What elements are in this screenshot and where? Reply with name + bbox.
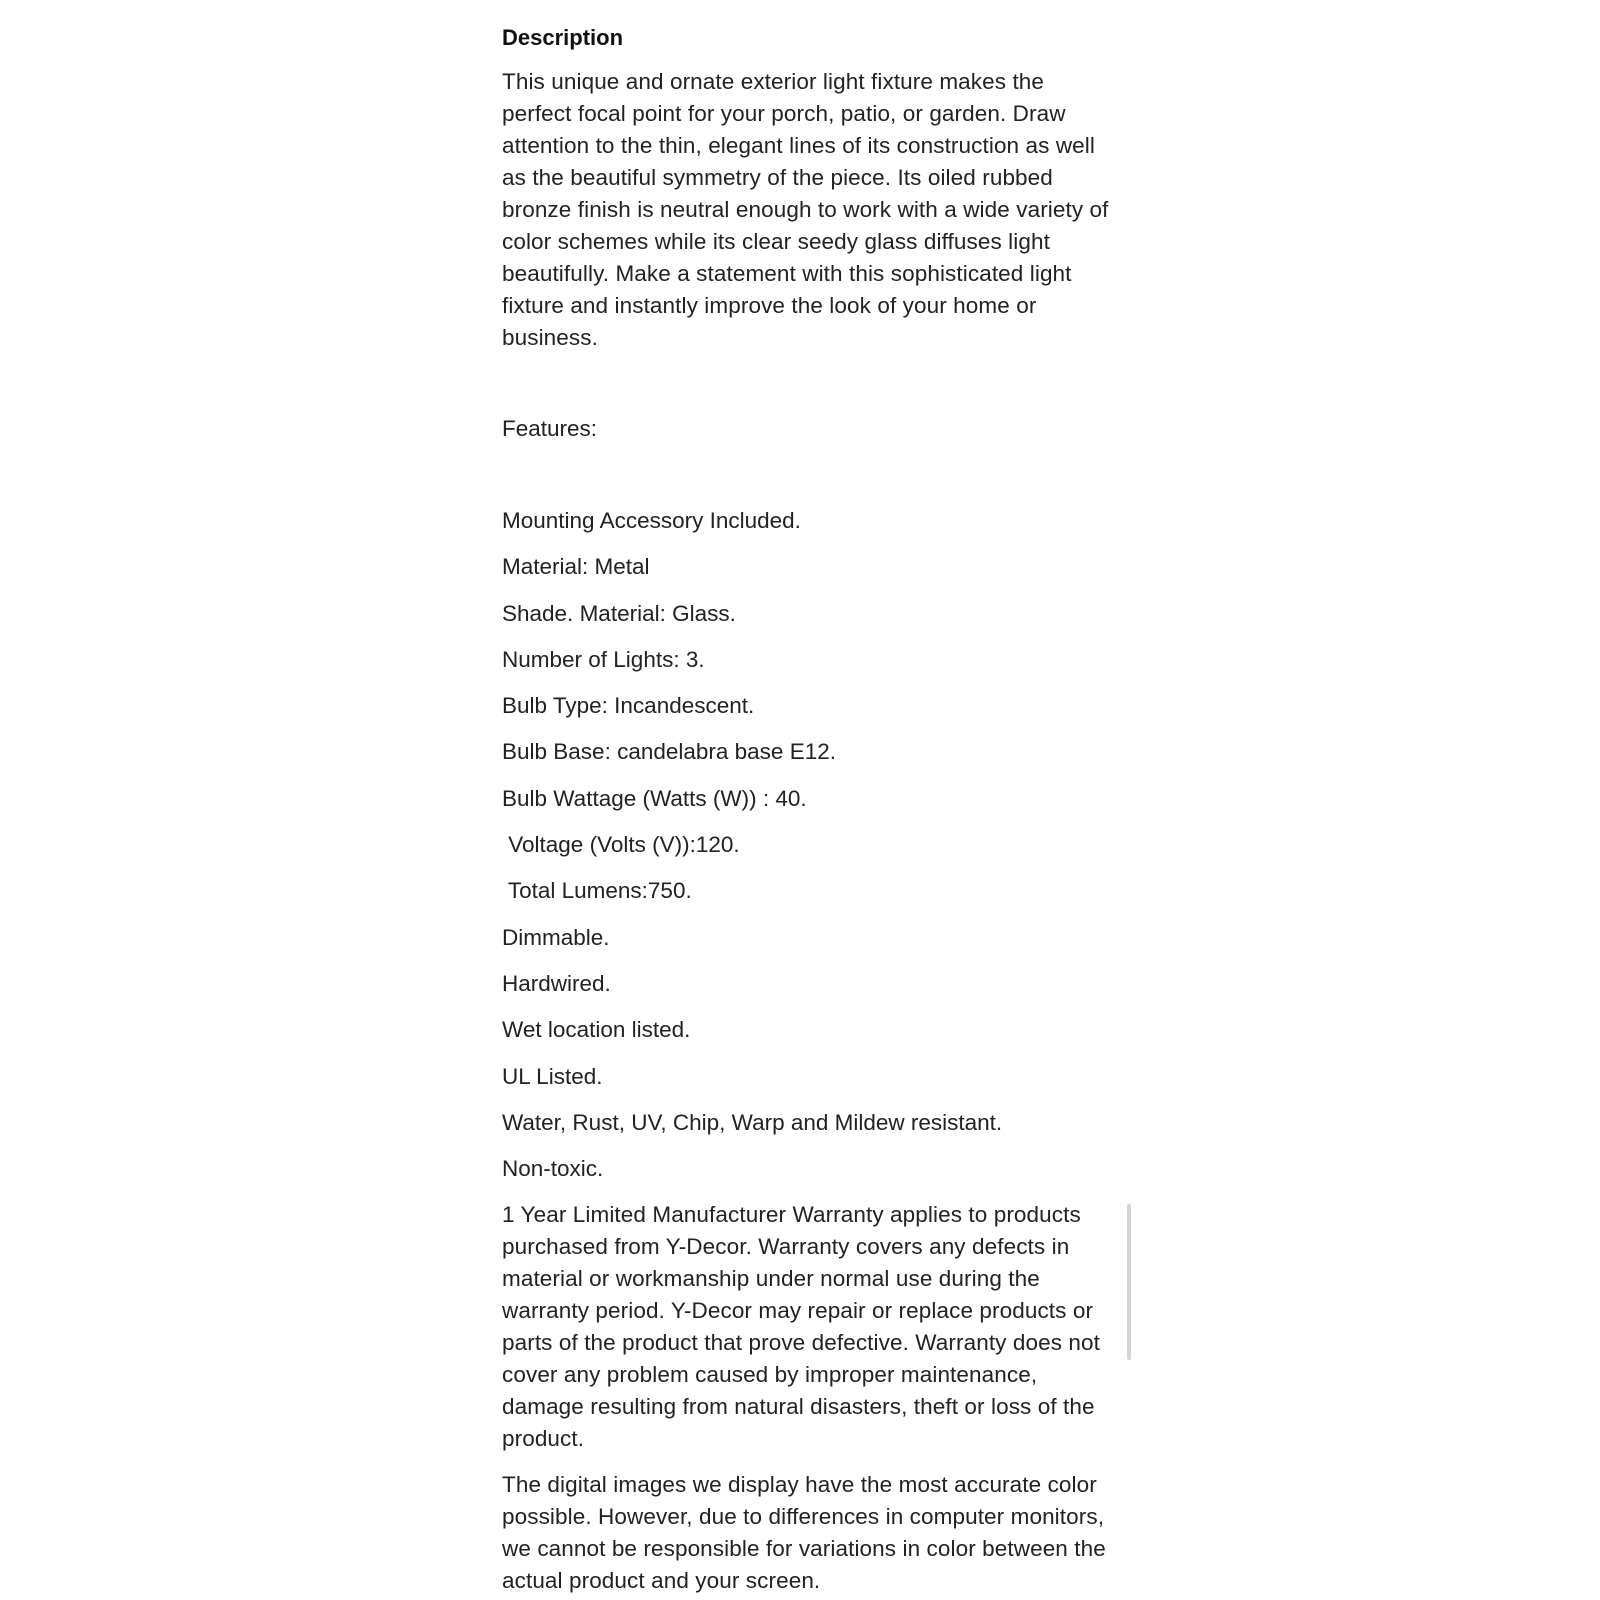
description-panel bbox=[502, 22, 1114, 1597]
feature-item: Voltage (Volts (V)):120. bbox=[502, 832, 740, 858]
description-intro: This unique and ornate exterior light fixture makes the perfect focal point for your porch, patio, or garden. Draw attention to the thin, elegant lines of its construction as well as the beautiful symmetry of the piece. Its oiled rubbed bronze finish is neutral enough to work with a wide variety of color schemes while its clear seedy glass diffuses light beautifully. Make a statement with this sophisticated light fixture and instantly improve the look of your home or business. bbox=[502, 69, 1109, 350]
feature-item: Non-toxic. bbox=[502, 1156, 604, 1182]
feature-item: Water, Rust, UV, Chip, Warp and Mildew resistant. bbox=[502, 1109, 1003, 1135]
feature-item: Wet location listed. bbox=[502, 1017, 691, 1043]
feature-item: Bulb Base: candelabra base E12. bbox=[502, 739, 836, 765]
feature-item: Bulb Wattage (Watts (W)) : 40. bbox=[502, 785, 807, 811]
feature-item: Number of Lights: 3. bbox=[502, 646, 705, 672]
features-list bbox=[502, 505, 1114, 1185]
feature-item: UL Listed. bbox=[502, 1063, 603, 1089]
feature-item: Dimmable. bbox=[502, 924, 610, 950]
disclaimer-text: The digital images we display have the most accurate color possible. However, due to differences in computer monitors, we cannot be responsible for variations in color between the actual product and your screen. bbox=[502, 1472, 1106, 1594]
feature-item: Mounting Accessory Included. bbox=[502, 508, 801, 533]
description-heading: Description bbox=[502, 25, 624, 50]
feature-item: Material: Metal bbox=[502, 554, 650, 580]
feature-item: Bulb Type: Incandescent. bbox=[502, 693, 755, 719]
feature-item: Total Lumens:750. bbox=[502, 878, 692, 904]
scrollbar-thumb[interactable] bbox=[1127, 1204, 1131, 1360]
feature-item: Hardwired. bbox=[502, 970, 611, 996]
features-label: Features: bbox=[502, 416, 598, 441]
warranty-text: 1 Year Limited Manufacturer Warranty applies to products purchased from Y-Decor. Warranty covers any defects in material or workmanship under normal use during the warranty period. Y-Decor may repair or replace products or parts of the product that prove defective. Warranty does not cover any problem caused by improper maintenance, damage resulting from natural disasters, theft or loss of the product. bbox=[502, 1202, 1100, 1452]
feature-item: Shade. Material: Glass. bbox=[502, 600, 736, 626]
